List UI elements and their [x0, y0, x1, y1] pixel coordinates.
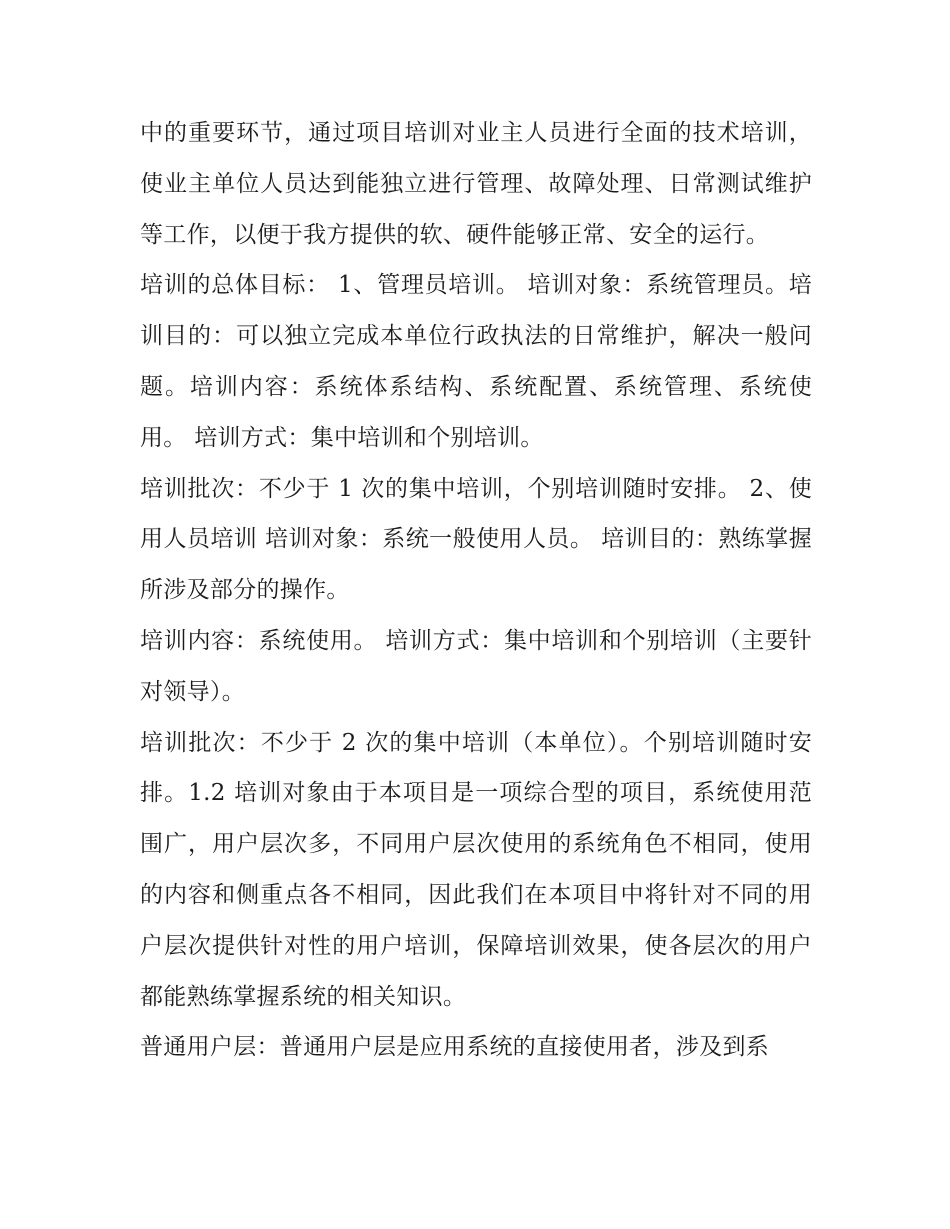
paragraph-batch-one: 培训批次：不少于 1 次的集中培训，个别培训随时安排。 2、使用人员培训 培训对象：系统一般使用人员。 培训目的：熟练掌握所涉及部分的操作。 — [140, 475, 812, 604]
paragraph-overall-goal: 培训的总体目标： 1、管理员培训。 培训对象：系统管理员。培训目的：可以独立完成本单位行政执法的日常维护，解决一般问题。培训内容：系统体系结构、系统配置、系统管理、系统使用。 培训方式：集中培训和个别培训。 — [140, 272, 812, 451]
paragraph-batch-two: 培训批次：不少于 2 次的集中培训（本单位）。个别培训随时安排。1.2 培训对象由于本项目是一项综合型的项目，系统使用范围广，用户层次多，不同用户层次使用的系统角色不相同，使用的内容和侧重点各不相同，因此我们在本项目中将针对不同的用户层次提供针对性的用户培训，保障培训效果，使各层次的用户都能熟练掌握系统的相关知识。 — [140, 729, 812, 1010]
paragraph-ordinary-users: 普通用户层：普通用户层是应用系统的直接使用者，涉及到系 — [140, 1034, 770, 1061]
document-body — [140, 108, 812, 1073]
paragraph-training-intro: 中的重要环节，通过项目培训对业主人员进行全面的技术培训，使业主单位人员达到能独立进行管理、故障处理、日常测试维护等工作，以便于我方提供的软、硬件能够正常、安全的运行。 — [140, 120, 812, 248]
paragraph-training-content: 培训内容：系统使用。 培训方式：集中培训和个别培训（主要针对领导）。 — [140, 627, 812, 705]
